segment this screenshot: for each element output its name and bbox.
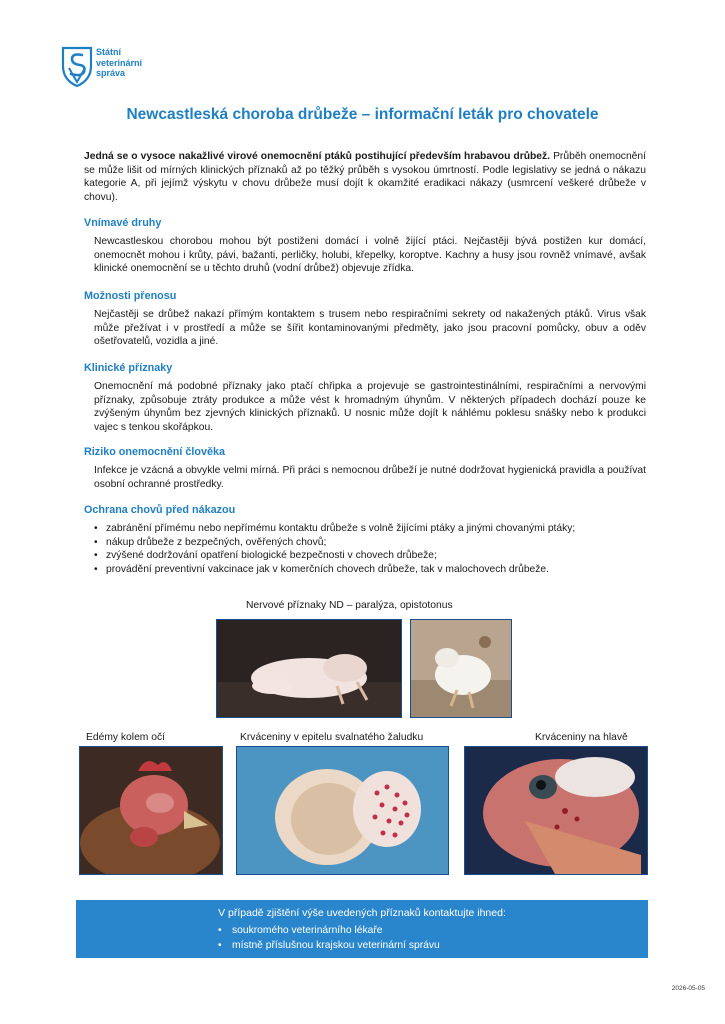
photo-paralyzed-chicken — [216, 619, 402, 718]
paragraph-vnimave-druhy: Newcastleskou chorobou mohou být postiženi domácí i volně žijící ptáci. Nejčastěji bývá postižen kur domácí, onemocnět mohou i krůty, pávi, bažanti, perličky, holubi, křepelky, koroptve. Kachny a husy jsou rovněž vnímavé, avšak klinické onemocnění se u těchto druhů (vodní drůbež) objevuje zřídka. — [94, 236, 646, 275]
contact-banner — [76, 900, 648, 958]
photo-opisthotonus-chicken — [410, 619, 512, 718]
banner-list — [218, 924, 440, 953]
ochrana-list — [94, 522, 654, 576]
paragraph-riziko: Infekce je vzácná a obvykle velmi mírná. Při práci s nemocnou drůbeží je nutné dodržovat hygienická pravidla a používat osobní ochranné prostředky. — [94, 465, 646, 490]
caption-edemy: Edémy kolem očí — [86, 732, 165, 743]
list-item: • nákup drůbeže z bezpečných, ověřených chovů; — [94, 536, 654, 550]
heading-riziko: Riziko onemocnění člověka — [84, 446, 226, 458]
svs-logo — [60, 44, 170, 90]
paragraph-moznosti-prenosu: Nejčastěji se drůbež nakazí přímým kontaktem s trusem nebo respiračními sekrety od nakažených ptáků. Virus však může přežívat i v prostředí a může se šířit kontaminovanými předměty, jako jsou pracovní pomůcky, obuv a oděv ošetřovatelů, vozidla a jiné. — [94, 309, 646, 348]
logo-text: Státní veterinární správa — [96, 47, 143, 78]
photo-gizzard-hemorrhage — [236, 746, 449, 875]
heading-vnimave-druhy: Vnímavé druhy — [84, 217, 162, 229]
photo-head-hemorrhage — [464, 746, 648, 875]
photo-eye-edema — [79, 746, 223, 875]
intro-paragraph — [84, 150, 646, 204]
caption-nervove-priznaky: Nervové příznaky ND – paralýza, opistotonus — [246, 600, 453, 611]
caption-krvaceniny-zaludek: Krváceniny v epitelu svalnatého žaludku — [240, 732, 424, 743]
document-date: 2026-05-05 — [671, 985, 705, 992]
page-title: Newcastleská choroba drůbeže – informační leták pro chovatele — [126, 106, 599, 123]
paragraph-klinicke-priznaky: Onemocnění má podobné příznaky jako ptačí chřipka a projevuje se gastrointestinálními, respiračními a nervovými příznaky, způsobuje ztráty produkce a může vést k hromadným úhynům. V některých případech dochází pouze ke zvýšeným úhynům bez zjevných klinických příznaků. U nosnic může dojít k náhlému poklesu snášky nebo k produkci vajec s tenkou skořápkou. — [94, 381, 646, 433]
intro-text: Průběh onemocnění se může lišit od mírných klinických příznaků až po těžký průběh s vysokou úmrtností. Podle legislativy se jedná o nákazu kategorie A, při jejímž výskytu v chovu drůbeže musí dojít k okamžité eradikaci nákazy (usmrcení veškeré drůbeže v chovu). — [84, 151, 646, 203]
list-item: • soukromého veterinárního lékaře — [218, 924, 440, 939]
caption-krvaceniny-hlava: Krváceniny na hlavě — [535, 732, 628, 743]
list-item: • provádění preventivní vakcinace jak v komerčních chovech drůbeže, tak v malochovech drůbeže. — [94, 563, 654, 577]
list-item: • místně příslušnou krajskou veterinární správu — [218, 939, 440, 954]
banner-title: V případě zjištění výše uvedených příznaků kontaktujte ihned: — [218, 907, 506, 919]
list-item: • zvýšené dodržování opatření biologické bezpečnosti v chovech drůbeže; — [94, 549, 654, 563]
svs-shield-logo-icon — [60, 44, 94, 88]
intro-bold: Jedná se o vysoce nakažlivé virové onemocnění ptáků postihující především hrabavou drůbež. — [84, 151, 551, 162]
list-item: • zabránění přímému nebo nepřímému kontaktu drůbeže s volně žijícími ptáky a jinými chovanými ptáky; — [94, 522, 654, 536]
heading-moznosti-prenosu: Možnosti přenosu — [84, 290, 177, 302]
heading-klinicke-priznaky: Klinické příznaky — [84, 362, 173, 374]
heading-ochrana: Ochrana chovů před nákazou — [84, 504, 236, 516]
